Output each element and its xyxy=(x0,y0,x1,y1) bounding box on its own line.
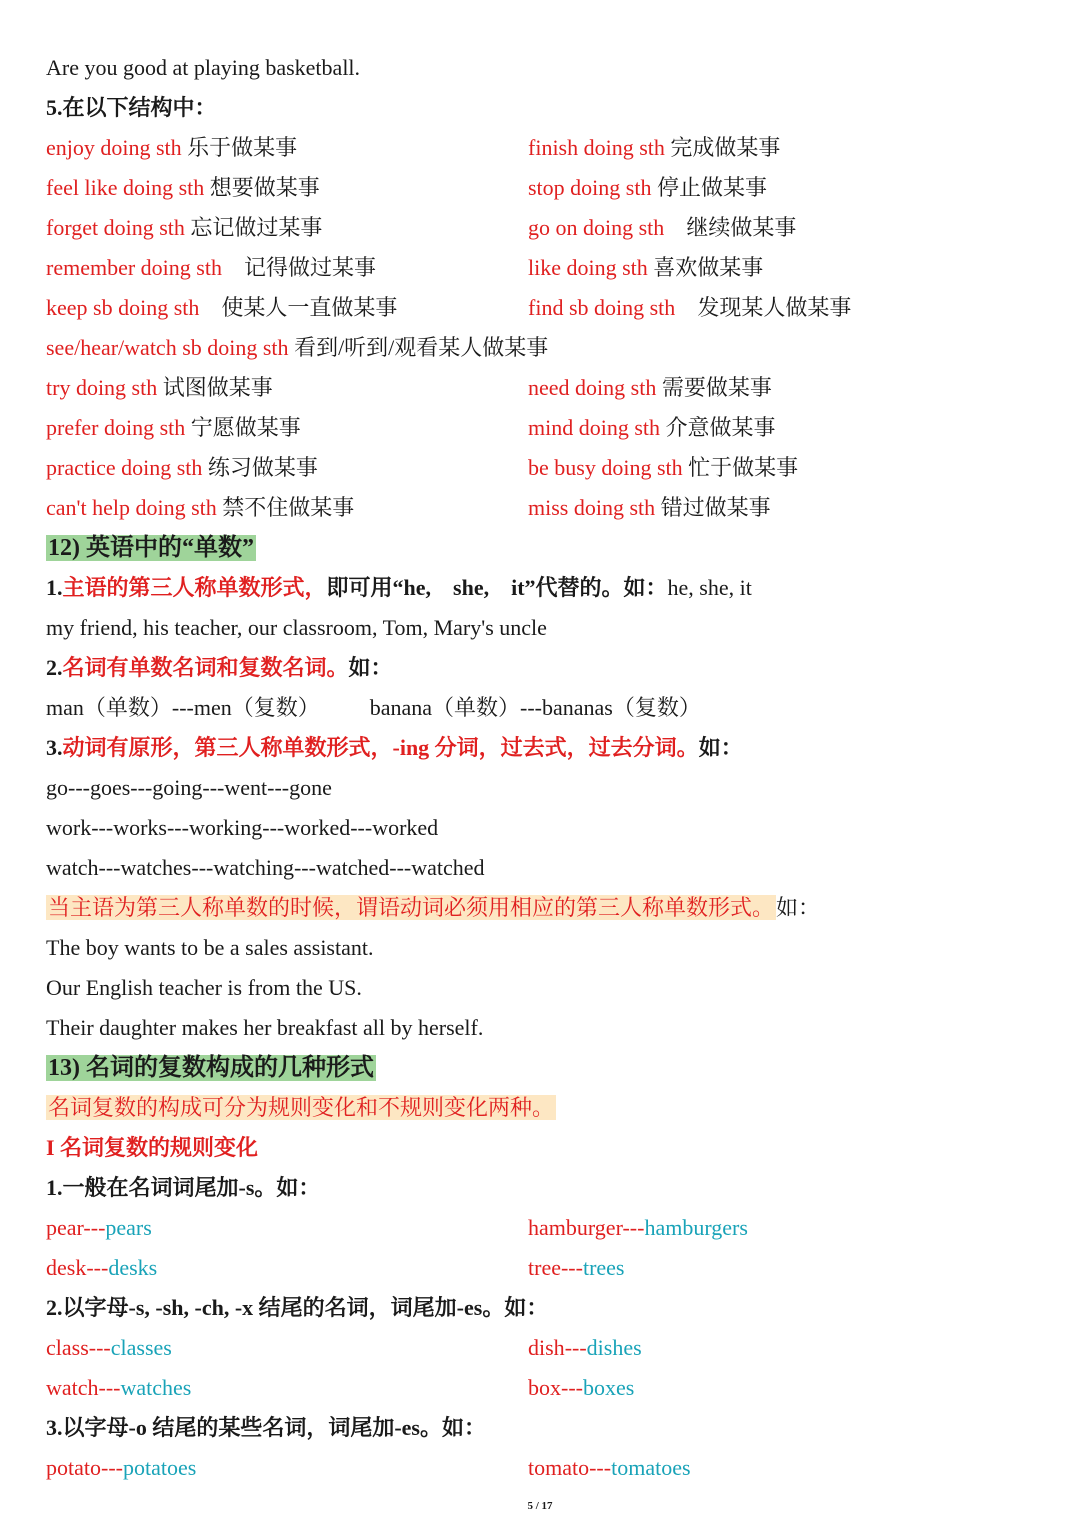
plural-pair-row: desk---desks tree---trees xyxy=(46,1255,625,1280)
verb-forms-line: watch---watches---watching---watched---watched xyxy=(46,855,485,880)
section12-note: 当主语为第三人称单数的时候，谓语动词必须用相应的第三人称单数形式。如： xyxy=(48,895,821,920)
document-page xyxy=(46,48,1046,1488)
phrase-row: feel like doing sth 想要做某事 stop doing sth 停止做某事 xyxy=(46,175,767,200)
section12-point1-examples: my friend, his teacher, our classroom, Tom, Mary's uncle xyxy=(46,615,547,640)
plural-pair-row: potato---potatoes tomato---tomatoes xyxy=(46,1455,691,1480)
verb-forms-line: work---works---working---worked---worked xyxy=(46,815,439,840)
example-sentence: Our English teacher is from the US. xyxy=(46,975,362,1000)
phrase-row: can't help doing sth 禁不住做某事 miss doing sth 错过做某事 xyxy=(46,495,771,520)
page-number: 5 / 17 xyxy=(527,1500,553,1512)
phrase-row: practice doing sth 练习做某事 be busy doing sth 忙于做某事 xyxy=(46,455,799,480)
phrase-row: prefer doing sth 宁愿做某事 mind doing sth 介意做某事 xyxy=(46,415,776,440)
plural-pair-row: watch---watches box---boxes xyxy=(46,1375,635,1400)
phrase-row: enjoy doing sth 乐于做某事 finish doing sth 完成做某事 xyxy=(46,135,781,160)
rule3-title: 3.以字母-o 结尾的某些名词，词尾加-es。如： xyxy=(46,1415,486,1440)
section12-heading: 12) 英语中的“单数” xyxy=(48,535,254,561)
verb-forms-line: go---goes---going---went---gone xyxy=(46,775,332,800)
phrase-row: try doing sth 试图做某事 need doing sth 需要做某事 xyxy=(46,375,772,400)
section12-point2: 2.名词有单数名词和复数名词。如： xyxy=(46,655,393,680)
intro-sentence: Are you good at playing basketball. xyxy=(46,55,361,80)
section5-title: 5.在以下结构中： xyxy=(46,95,217,120)
section13-subheading: I 名词复数的规则变化 xyxy=(46,1135,259,1160)
example-sentence: Their daughter makes her breakfast all by herself. xyxy=(46,1015,484,1040)
phrase-row: forget doing sth 忘记做过某事 go on doing sth 继续做某事 xyxy=(46,215,797,240)
plural-pair-row: class---classes dish---dishes xyxy=(46,1335,642,1360)
section12-point3: 3.动词有原形，第三人称单数形式，-ing 分词，过去式，过去分词。如： xyxy=(46,735,743,760)
section13-intro: 名词复数的构成可分为规则变化和不规则变化两种。 xyxy=(48,1095,555,1120)
rule2-title: 2.以字母-s, -sh, -ch, -x 结尾的名词，词尾加-es。如： xyxy=(46,1295,549,1320)
section12-point2-examples: man（单数）---men（复数） banana（单数）---bananas（复数） xyxy=(46,695,701,720)
rule1-title: 1.一般在名词词尾加-s。如： xyxy=(46,1175,321,1200)
phrase-row: remember doing sth 记得做过某事 like doing sth 喜欢做某事 xyxy=(46,255,764,280)
section13-heading: 13) 名词的复数构成的几种形式 xyxy=(48,1055,374,1081)
section12-point1: 1.主语的第三人称单数形式，即可用“he, she, it”代替的。如：he, she, it xyxy=(46,575,752,600)
phrase-row-single: see/hear/watch sb doing sth 看到/听到/观看某人做某事 xyxy=(46,335,549,360)
plural-pair-row: pear---pears hamburger---hamburgers xyxy=(46,1215,748,1240)
example-sentence: The boy wants to be a sales assistant. xyxy=(46,935,374,960)
phrase-row: keep sb doing sth 使某人一直做某事 find sb doing sth 发现某人做某事 xyxy=(46,295,852,320)
